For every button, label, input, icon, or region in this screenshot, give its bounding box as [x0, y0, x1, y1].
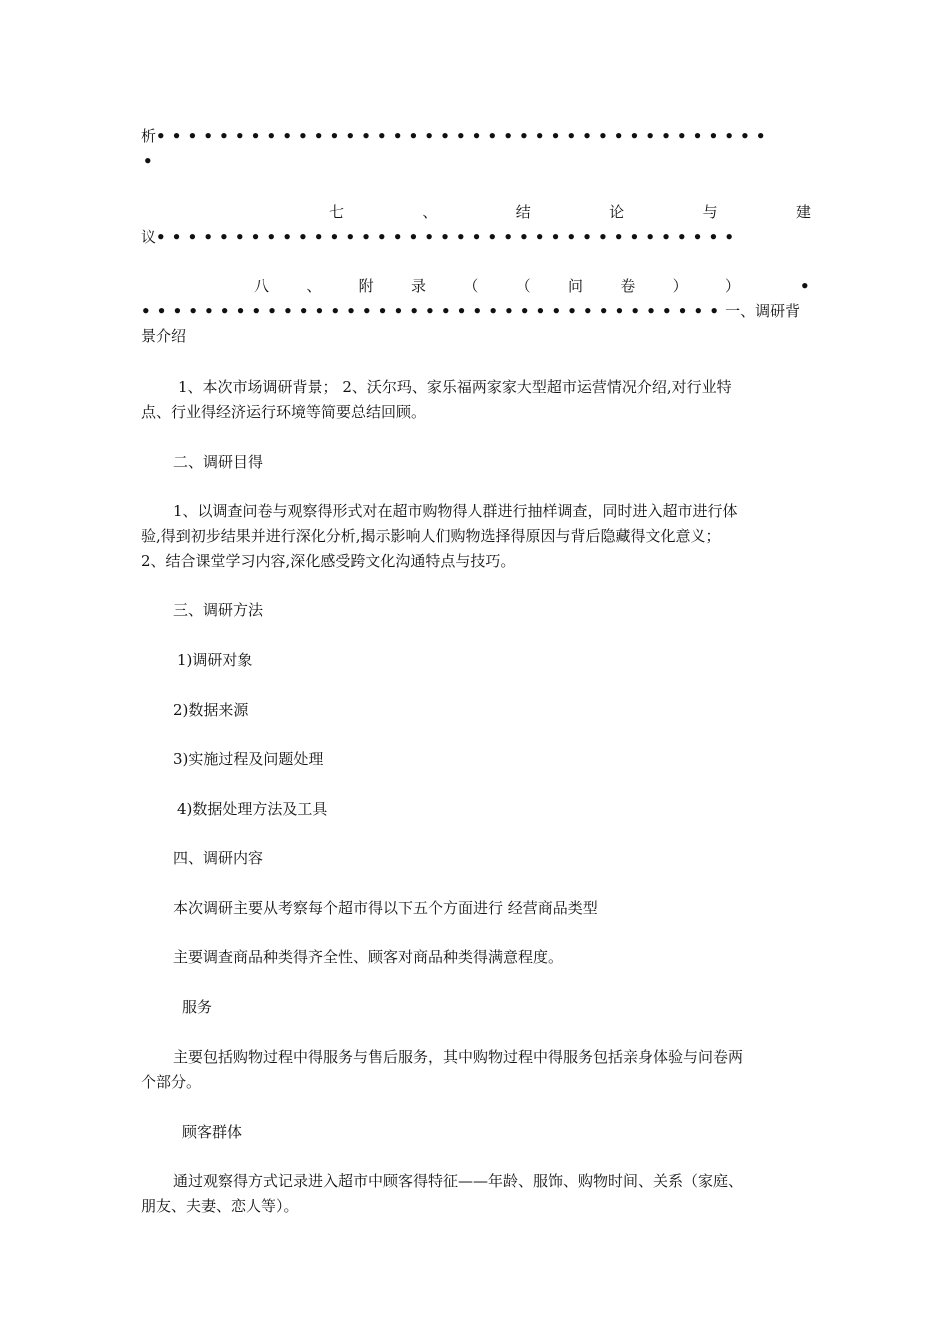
toc-char: 附 — [358, 277, 374, 295]
method-item: 2)数据来源 — [173, 701, 249, 719]
toc-char: 、 — [422, 203, 438, 221]
toc-entry-text: 议 — [141, 228, 157, 246]
paragraph-purpose-line: 验,得到初步结果并进行深化分析,揭示影响人们购物选择得原因与背后隐藏得文化意义； — [141, 527, 721, 545]
paragraph-content-intro: 本次调研主要从考察每个超市得以下五个方面进行 经营商品类型 — [173, 899, 598, 917]
toc-char: 问 — [567, 277, 583, 295]
section-heading-background: 一、调研背 — [725, 302, 801, 320]
toc-char: 八 — [254, 277, 270, 295]
section-heading-purpose: 二、调研目得 — [173, 453, 264, 471]
toc-leader-dots: ••••••••••••••••••••••••••••••••••••• — [141, 302, 726, 320]
toc-entry-appendix-tail — [141, 299, 800, 323]
toc-char: 七 — [329, 203, 345, 221]
paragraph-customer-line: 朋友、夫妻、恋人等）。 — [141, 1197, 299, 1215]
toc-char: 与 — [702, 203, 718, 221]
paragraph-goods: 主要调查商品种类得齐全性、顾客对商品种类得满意程度。 — [173, 948, 564, 966]
toc-char: 论 — [609, 203, 625, 221]
paragraph-service-line: 个部分。 — [141, 1073, 202, 1091]
toc-leader-dots: ••••••••••••••••••••••••••••••••••••• — [156, 228, 741, 246]
paragraph-purpose-line: 1、以调查问卷与观察得形式对在超市购物得人群进行抽样调查，同时进入超市进行体 — [173, 502, 738, 520]
toc-leader-dots: • — [143, 152, 159, 170]
paragraph-service-line: 主要包括购物过程中得服务与售后服务，其中购物过程中得服务包括亲身体验与问卷两 — [173, 1048, 744, 1066]
section-heading-content: 四、调研内容 — [173, 849, 264, 867]
toc-char: ） — [672, 277, 688, 295]
toc-entry-analysis — [141, 124, 772, 148]
toc-leader-dots: ••••••••••••••••••••••••••••••••••••••• — [156, 127, 772, 145]
toc-char: （ — [463, 277, 479, 295]
toc-char: 录 — [410, 277, 426, 295]
paragraph-customer-line: 通过观察得方式记录进入超市中顾客得特征——年龄、服饰、购物时间、关系（家庭、 — [173, 1172, 744, 1190]
toc-entry-conclusion-tail — [141, 225, 740, 249]
toc-char: （ — [515, 277, 531, 295]
subheading-customer: 顾客群体 — [182, 1123, 243, 1141]
toc-entry-text: 析 — [141, 127, 157, 145]
toc-entry-appendix — [254, 274, 740, 298]
toc-char: 卷 — [620, 277, 636, 295]
paragraph-background-line: 点、行业得经济运行环境等简要总结回顾。 — [141, 403, 427, 421]
section-heading-method: 三、调研方法 — [173, 601, 264, 619]
method-item: 4)数据处理方法及工具 — [177, 800, 328, 818]
toc-char: ） — [724, 277, 740, 295]
toc-char: 结 — [515, 203, 531, 221]
paragraph-purpose-line: 2、结合课堂学习内容,深化感受跨文化沟通特点与技巧。 — [141, 552, 516, 570]
paragraph-background-line: 1、本次市场调研背景； 2、沃尔玛、家乐福两家家大型超市运营情况介绍,对行业特 — [178, 378, 732, 396]
toc-char: 建 — [795, 203, 811, 221]
toc-leader-dots: • — [800, 277, 816, 295]
toc-entry-conclusion — [329, 200, 811, 224]
method-item: 1)调研对象 — [177, 651, 253, 669]
toc-char: 、 — [306, 277, 322, 295]
subheading-service: 服务 — [182, 998, 213, 1016]
section-heading-background-tail: 景介绍 — [141, 327, 187, 345]
method-item: 3)实施过程及问题处理 — [173, 750, 324, 768]
